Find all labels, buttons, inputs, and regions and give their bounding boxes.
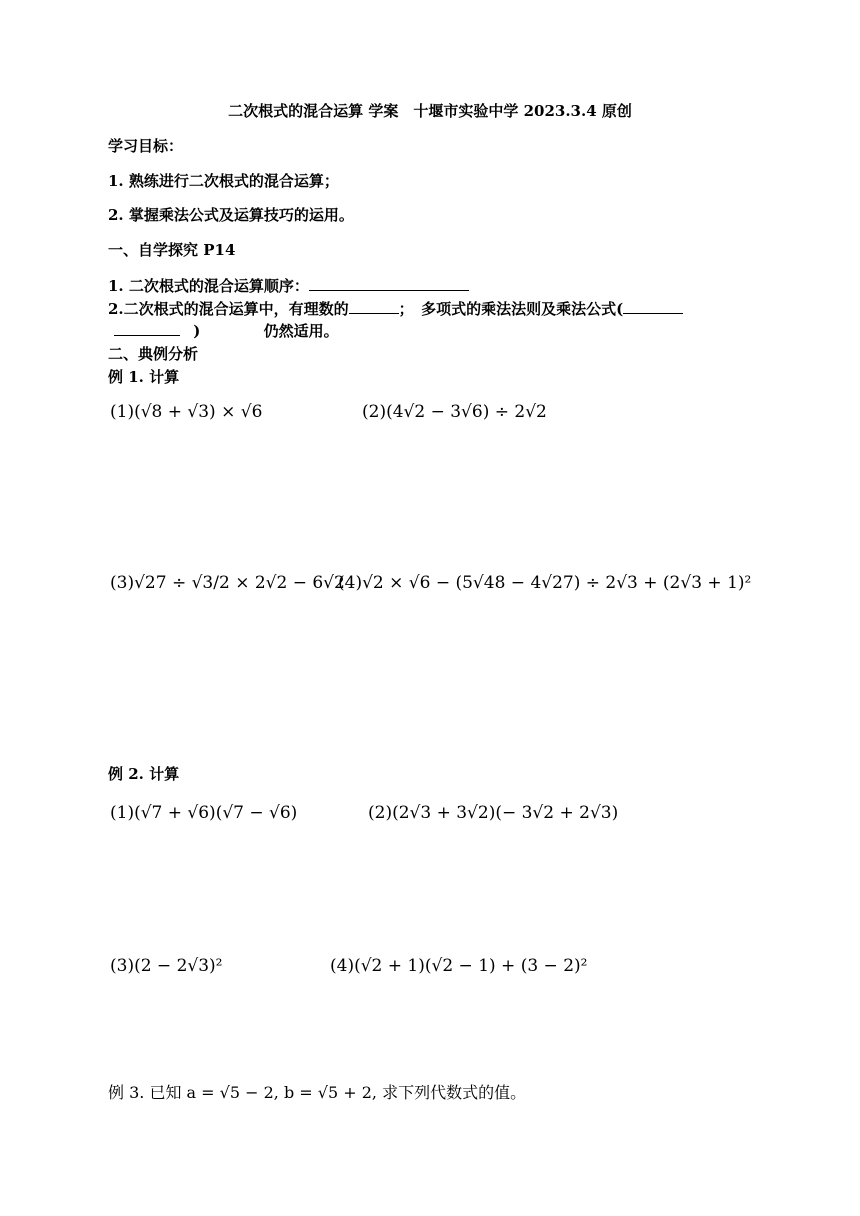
goals-heading: 学习目标： [108,137,184,155]
question-2-text-a: 2.二次根式的混合运算中，有理数的 [108,300,349,318]
ex2-problem-3: (3)(2 − 2√3)² [110,956,223,976]
section1-heading: 一、自学探究 P14 [108,241,236,259]
question-1 [108,275,469,296]
section2-heading: 二、典例分析 [108,345,199,363]
ex1-problem-2: (2)(4√2 − 3√6) ÷ 2√2 [362,402,547,422]
example-2-label: 例 2. 计算 [108,765,180,783]
question-2-text-b: ； 多项式的乘法法则及乘法公式( [398,300,624,318]
ex1-problem-4: (4)√2 × √6 − (5√48 − 4√27) ÷ 2√3 + (2√3 + 1)² [338,573,752,593]
answer-blank-4[interactable] [114,320,180,336]
answer-blank-1[interactable] [309,275,469,291]
page-title: 二次根式的混合运算 学案 十堰市实验中学 2023.3.4 原创 [228,102,632,120]
answer-blank-2[interactable] [349,298,399,314]
goal-item-1: 1. 熟练进行二次根式的混合运算； [108,172,339,190]
question-2 [108,298,683,319]
question-1-text: 1. 二次根式的混合运算顺序： [108,277,309,295]
answer-blank-3[interactable] [623,298,683,314]
ex2-problem-1: (1)(√7 + √6)(√7 − √6) [110,803,298,823]
ex2-problem-4: (4)(√2 + 1)(√2 − 1) + (3 − 2)² [330,956,588,976]
ex2-problem-2: (2)(2√3 + 3√2)(− 3√2 + 2√3) [368,803,619,823]
example-1-label: 例 1. 计算 [108,368,180,386]
ex1-problem-3: (3)√27 ÷ √3/2 × 2√2 − 6√2 [110,573,345,593]
example-3: 例 3. 已知 a = √5 − 2, b = √5 + 2, 求下列代数式的值。 [108,1083,527,1102]
question-2-text-c: ) [193,322,201,340]
question-2-cont [108,320,339,341]
ex1-problem-1: (1)(√8 + √3) × √6 [110,402,263,422]
question-2-text-d: 仍然适用。 [263,322,339,340]
goal-item-2: 2. 掌握乘法公式及运算技巧的运用。 [108,206,354,224]
